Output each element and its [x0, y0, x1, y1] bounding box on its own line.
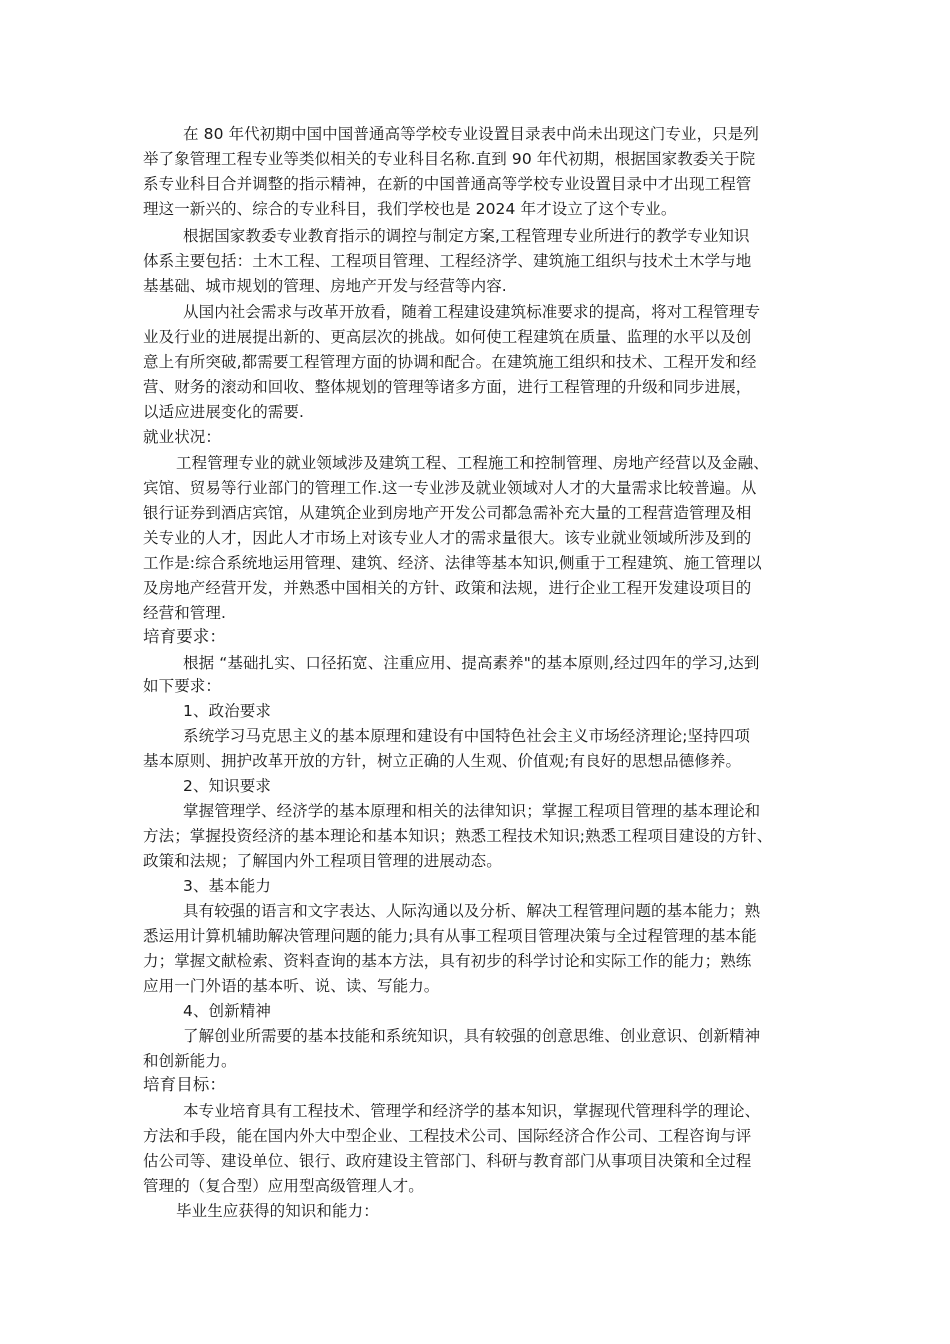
para6-line-2: 方法和手段，能在国内外大中型企业、工程技术公司、国际经济合作公司、工程咨询与评	[143, 1127, 752, 1145]
training-goal-heading: 培育目标：	[143, 1075, 226, 1094]
para4-line-6: 及房地产经营开发，并熟悉中国相关的方针、政策和法规，进行企业工程开发建设项目的	[143, 579, 752, 597]
training-requirements-heading: 培育要求：	[143, 627, 226, 646]
req4-line-2: 和创新能力。	[143, 1052, 237, 1070]
para3-line-5: 以适应进展变化的需要.	[143, 403, 305, 421]
para4-line-2: 宾馆、贸易等行业部门的管理工作.这一专业涉及就业领域对人才的大量需求比较普遍。从	[143, 479, 757, 497]
req4-title: 4、创新精神	[183, 1002, 271, 1020]
para6-line-4: 管理的（复合型）应用型高级管理人才。	[143, 1177, 424, 1195]
para1-line-1: 在 80 年代初期中国中国普通高等学校专业设置目录表中尚未出现这门专业，只是列	[183, 125, 759, 143]
req3-line-1: 具有较强的语言和文字表达、人际沟通以及分析、解决工程管理问题的基本能力；熟	[183, 902, 761, 920]
req3-line-2: 悉运用计算机辅助解决管理问题的能力;具有从事工程项目管理决策与全过程管理的基本能	[143, 927, 757, 945]
para1-line-3: 系专业科目合并调整的指示精神，在新的中国普通高等学校专业设置目录中才出现工程管	[143, 175, 752, 193]
req2-line-2: 方法；掌握投资经济的基本理论和基本知识；熟悉工程技术知识;熟悉工程项目建设的方针、	[143, 827, 773, 845]
para1-line-4: 理这一新兴的、综合的专业科目，我们学校也是 2024 年才设立了这个专业。	[143, 200, 677, 218]
req4-line-1: 了解创业所需要的基本技能和系统知识，具有较强的创意思维、创业意识、创新精神	[183, 1027, 761, 1045]
para3-line-1: 从国内社会需求与改革开放看，随着工程建设建筑标准要求的提高，将对工程管理专	[183, 303, 761, 321]
para2-line-3: 基基础、城市规划的管理、房地产开发与经营等内容.	[143, 277, 507, 295]
para6-line-1: 本专业培育具有工程技术、管理学和经济学的基本知识，掌握现代管理科学的理论、	[183, 1102, 761, 1120]
req3-line-3: 力；掌握文献检索、资料查询的基本方法，具有初步的科学讨论和实际工作的能力；熟练	[143, 952, 752, 970]
para4-line-5: 工作是:综合系统地运用管理、建筑、经济、法律等基本知识,侧重于工程建筑、施工管理以	[143, 554, 762, 572]
para3-line-2: 业及行业的进展提出新的、更高层次的挑战。如何使工程建筑在质量、监理的水平以及创	[143, 328, 752, 346]
req2-line-1: 掌握管理学、经济学的基本原理和相关的法律知识；掌握工程项目管理的基本理论和	[183, 802, 761, 820]
para1-line-2: 举了象管理工程专业等类似相关的专业科目名称.直到 90 年代初期，根据国家教委关于院	[143, 150, 756, 168]
req1-line-1: 系统学习马克思主义的基本原理和建设有中国特色社会主义市场经济理论;坚持四项	[183, 727, 750, 745]
req2-line-3: 政策和法规；了解国内外工程项目管理的进展动态。	[143, 852, 502, 870]
para4-line-7: 经营和管理.	[143, 604, 227, 622]
para4-line-3: 银行证券到酒店宾馆，从建筑企业到房地产开发公司都急需补充大量的工程营造管理及相	[143, 504, 752, 522]
para5-line-2: 如下要求：	[143, 677, 222, 695]
req3-title: 3、基本能力	[183, 877, 271, 895]
para4-line-1: 工程管理专业的就业领域涉及建筑工程、工程施工和控制管理、房地产经营以及金融、	[176, 454, 769, 472]
para3-line-4: 营、财务的滚动和回收、整体规划的管理等诸多方面，进行工程管理的升级和同步进展，	[143, 378, 752, 396]
graduate-knowledge-heading: 毕业生应获得的知识和能力：	[176, 1202, 379, 1220]
req1-line-2: 基本原则、拥护改革开放的方针，树立正确的人生观、价值观;有良好的思想品德修养。	[143, 752, 742, 770]
req2-title: 2、知识要求	[183, 777, 271, 795]
para5-line-1: 根据 “基础扎实、口径拓宽、注重应用、提高素养"的基本原则,经过四年的学习,达到	[183, 654, 760, 672]
para4-line-4: 关专业的人才，因此人才市场上对该专业人才的需求量很大。该专业就业领域所涉及到的	[143, 529, 752, 547]
para2-line-1: 根据国家教委专业教育指示的调控与制定方案,工程管理专业所进行的教学专业知识	[183, 227, 750, 245]
req1-title: 1、政治要求	[183, 702, 271, 720]
para6-line-3: 估公司等、建设单位、银行、政府建设主管部门、科研与教育部门从事项目决策和全过程	[143, 1152, 752, 1170]
employment-heading: 就业状况：	[143, 428, 222, 446]
para2-line-2: 体系主要包括：土木工程、工程项目管理、工程经济学、建筑施工组织与技术土木学与地	[143, 252, 752, 270]
para3-line-3: 意上有所突破,都需要工程管理方面的协调和配合。在建筑施工组织和技术、工程开发和经	[143, 353, 757, 371]
req3-line-4: 应用一门外语的基本听、说、读、写能力。	[143, 977, 440, 995]
